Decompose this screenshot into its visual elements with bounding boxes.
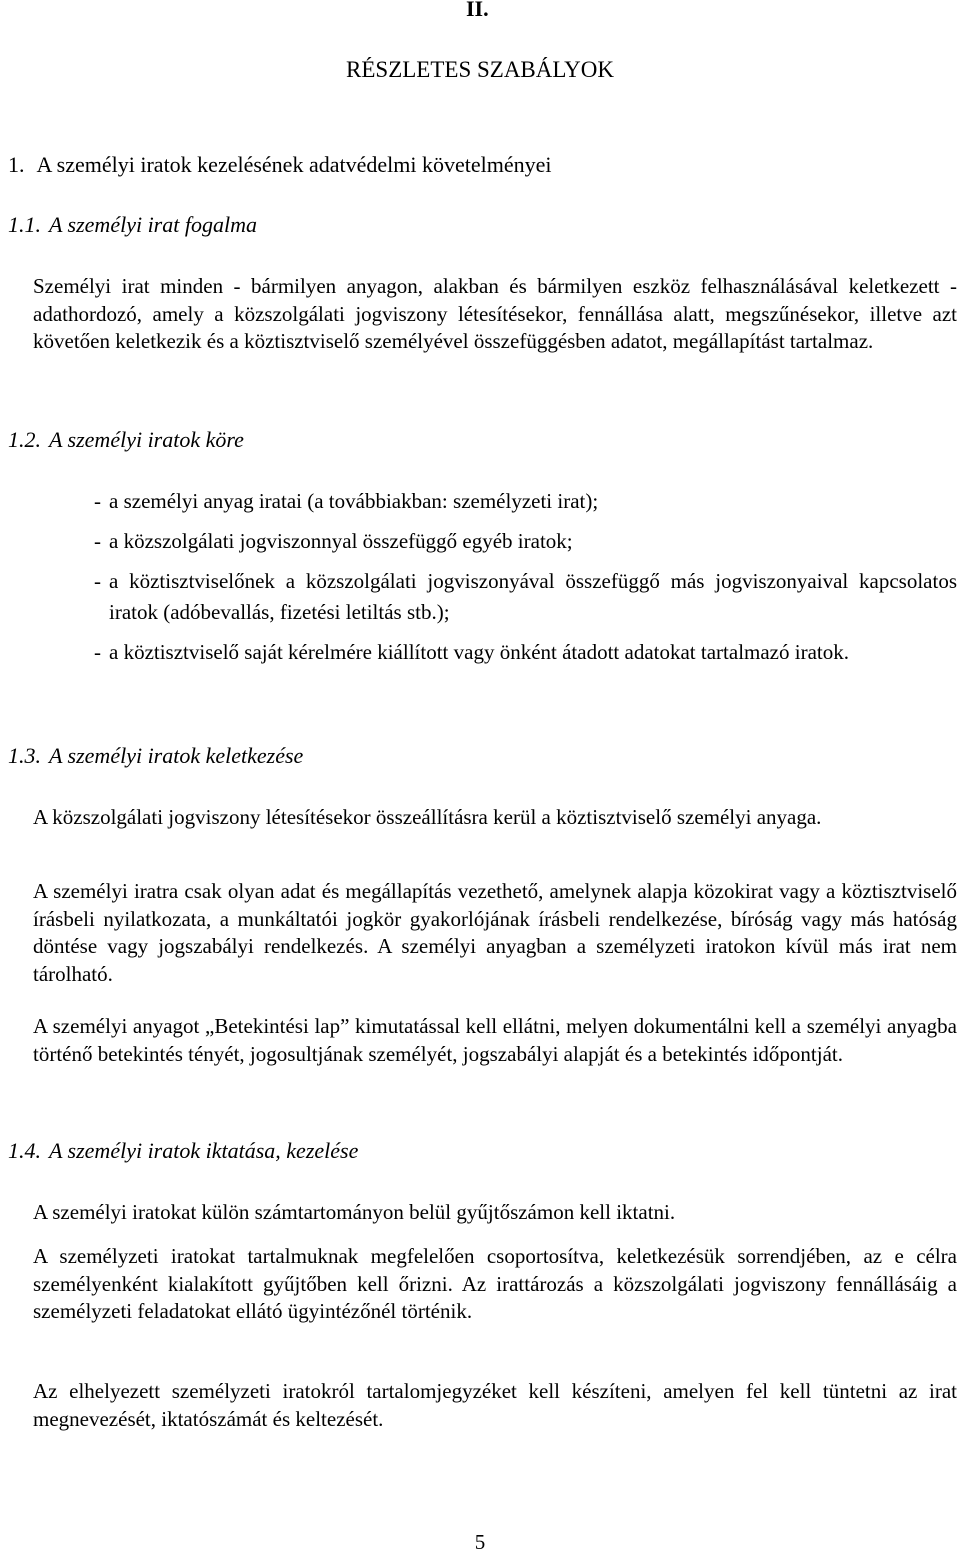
chapter-number: II.	[466, 0, 489, 21]
subsection-heading-1-1	[8, 212, 257, 238]
paragraph: A személyzeti iratokat tartalmuknak megfelelően csoportosítva, keletkezésük sorrendjében, az e célra személyenként kialakított gyűjtőben kell őrizni. Az irattározás a közszolgálati jogviszony fennállásáig a személyzeti feladatokat ellátó ügyintézőnél történik.	[33, 1244, 957, 1323]
list-item: - a közszolgálati jogviszonnyal összefüggő egyéb iratok;	[94, 529, 573, 553]
paragraph: Személyi irat minden - bármilyen anyagon, alakban és bármilyen eszköz felhasználásával keletkezett - adathordozó, amely a közszolgálati jogviszony létesítésekor, fennállása alatt, megszűnésekor, illetve azt követően keletkezik és a köztisztviselő személyével összefüggésben adatot, megállapítást tartalmaz.	[33, 274, 957, 353]
paragraph: A személyi iratra csak olyan adat és megállapítás vezethető, amelynek alapja közokirat vagy a köztisztviselő írásbeli nyilatkozata, a munkáltatói jogkör gyakorlójának írásbeli rendelkezése, bíróság vagy más hatóság döntése vagy jogszabályi rendelkezés. A személyi anyagban a személyzeti iratokon kívül más irat nem tárolható.	[33, 879, 957, 986]
subsection-number: 1.1.	[8, 212, 41, 237]
subsection-title: A személyi iratok köre	[49, 427, 244, 452]
subsection-number: 1.2.	[8, 427, 41, 452]
list-item: - a köztisztviselő saját kérelmére kiállított vagy önként átadott adatokat tartalmazó iratok.	[94, 640, 849, 664]
section-number: 1.	[8, 152, 25, 177]
paragraph: A személyi anyagot „Betekintési lap” kimutatással kell ellátni, melyen dokumentálni kell a személyi anyagba történő betekintés tényét, jogosultjának személyét, jogszabályi alapját és a betekintés időpontját.	[33, 1014, 957, 1066]
section-heading	[8, 152, 551, 178]
subsection-title: A személyi irat fogalma	[49, 212, 257, 237]
list-item: - a személyi anyag iratai (a továbbiakban: személyzeti irat);	[94, 489, 599, 513]
subsection-title: A személyi iratok iktatása, kezelése	[49, 1138, 359, 1163]
paragraph: A közszolgálati jogviszony létesítésekor összeállításra kerül a köztisztviselő személyi anyaga.	[33, 805, 822, 829]
paragraph: Az elhelyezett személyzeti iratokról tartalomjegyzéket kell készíteni, amelyen fel kell tüntetni az irat megnevezését, iktatószámát és keltezését.	[33, 1379, 957, 1431]
page-title: RÉSZLETES SZABÁLYOK	[346, 57, 614, 82]
subsection-number: 1.4.	[8, 1138, 41, 1163]
paragraph: A személyi iratokat külön számtartományon belül gyűjtőszámon kell iktatni.	[33, 1200, 676, 1224]
subsection-heading-1-3	[8, 743, 303, 769]
subsection-heading-1-2	[8, 427, 244, 453]
bullet-list	[94, 486, 957, 668]
page-number: 5	[474, 1530, 486, 1554]
section-title: A személyi iratok kezelésének adatvédelmi követelményei	[36, 152, 552, 177]
subsection-number: 1.3.	[8, 743, 41, 768]
subsection-title: A személyi iratok keletkezése	[49, 743, 304, 768]
list-item: - a köztisztviselőnek a közszolgálati jogviszonyával összefüggő más jogviszonyaival kapcsolatos iratok (adóbevallás, fizetési letiltás stb.);	[94, 569, 957, 624]
subsection-heading-1-4	[8, 1138, 358, 1164]
